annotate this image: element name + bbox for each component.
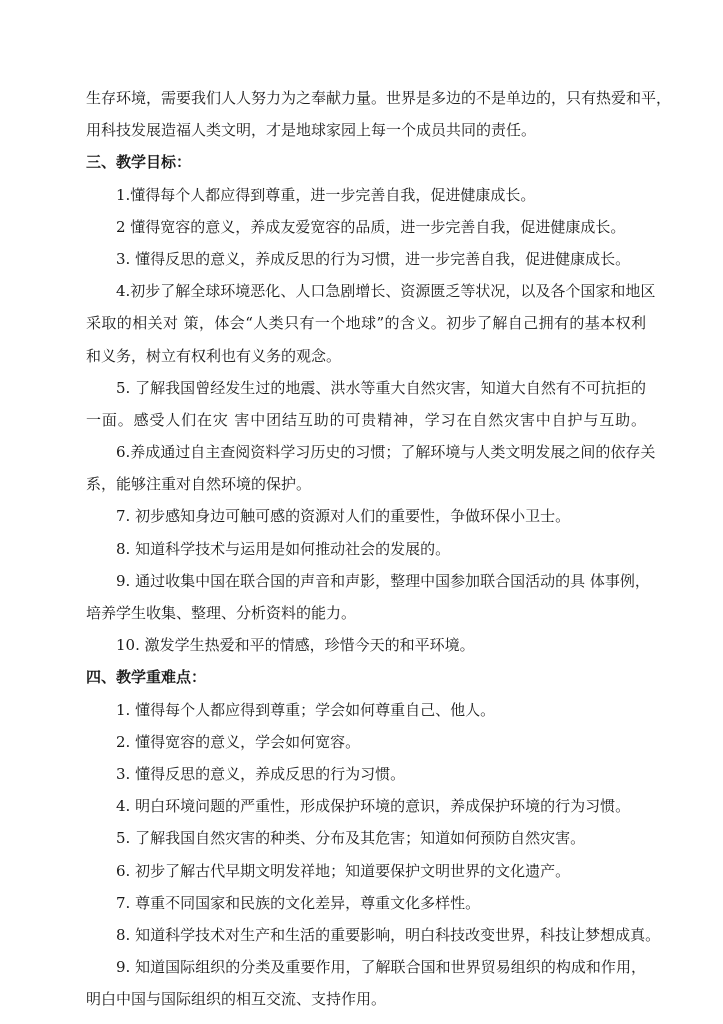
objective-item-5-line-1: 5. 了解我国曾经发生过的地震、洪水等重大自然灾害，知道大自然有不可抗拒的 [116, 378, 646, 397]
keypoint-item-1: 1. 懂得每个人都应得到尊重；学会如何尊重自己、他人。 [116, 700, 496, 719]
keypoint-item-5: 5. 了解我国自然灾害的种类、分布及其危害；知道如何预防自然灾害。 [116, 829, 586, 848]
keypoint-item-3: 3. 懂得反思的意义，养成反思的行为习惯。 [116, 764, 406, 783]
keypoint-item-6: 6. 初步了解古代早期文明发祥地；知道要保护文明世界的文化遗产。 [116, 861, 571, 880]
keypoint-item-9-line-1: 9. 知道国际组织的分类及重要作用，了解联合国和世界贸易组织的构成和作用， [116, 958, 646, 977]
objectives-heading: 三、教学目标： [86, 153, 192, 172]
intro-line-1: 生存环境，需要我们人人努力为之奉献力量。世界是多边的不是单边的，只有热爱和平， [86, 89, 672, 107]
objective-item-4-line-3: 和义务，树立有权利也有义务的观念。 [86, 346, 342, 365]
objective-item-10: 10. 激发学生热爱和平的情感，珍惜今天的和平环境。 [116, 636, 475, 655]
objective-item-9-line-2: 培养学生收集、整理、分析资料的能力。 [86, 604, 357, 622]
objective-item-1: 1.懂得每个人都应得到尊重，进一步完善自我，促进健康成长。 [116, 185, 536, 204]
objective-item-6-line-1: 6.养成通过自主查阅资料学习历史的习惯；了解环境与人类文明发展之间的依存关 [116, 443, 656, 462]
objective-item-9-line-1: 9. 通过收集中国在联合国的声音和声影，整理中国参加联合国活动的具 体事例， [116, 571, 650, 590]
keypoint-item-4: 4. 明白环境问题的严重性，形成保护环境的意识，养成保护环境的行为习惯。 [116, 797, 631, 816]
keypoint-item-9-line-2: 明白中国与国际组织的相互交流、支持作用。 [86, 990, 387, 1009]
objective-item-4-line-2: 采取的相关对 策，体会“人类只有一个地球”的含义。初步了解自己拥有的基本权利 [86, 314, 646, 333]
keypoint-item-8: 8. 知道科学技术对生产和生活的重要影响，明白科技改变世界，科技让梦想成真。 [116, 925, 661, 944]
objective-item-5-line-2: 一面。感受人们在灾 害中团结互助的可贵精神，学习在自然灾害中自护与互助。 [86, 410, 646, 429]
keypoint-item-2: 2. 懂得宽容的意义，学会如何宽容。 [116, 732, 361, 751]
objective-item-4-line-1: 4.初步了解全球环境恶化、人口急剧增长、资源匮乏等状况，以及各个国家和地区 [116, 282, 656, 301]
document-page [86, 88, 672, 1021]
objective-item-8: 8. 知道科学技术与运用是如何推动社会的发展的。 [116, 539, 451, 558]
objective-item-6-line-2: 系，能够注重对自然环境的保护。 [86, 475, 312, 494]
keypoints-heading: 四、教学重难点： [86, 668, 207, 687]
objective-item-2: 2 懂得宽容的意义，养成友爱宽容的品质，进一步完善自我，促进健康成长。 [116, 217, 626, 236]
intro-line-2: 用科技发展造福人类文明，才是地球家园上每一个成员共同的责任。 [86, 121, 537, 140]
objective-item-7: 7. 初步感知身边可触可感的资源对人们的重要性，争做环保小卫士。 [116, 507, 571, 526]
keypoint-item-7: 7. 尊重不同国家和民族的文化差异，尊重文化多样性。 [116, 893, 481, 912]
objective-item-3: 3. 懂得反思的意义，养成反思的行为习惯，进一步完善自我，促进健康成长。 [116, 249, 631, 268]
